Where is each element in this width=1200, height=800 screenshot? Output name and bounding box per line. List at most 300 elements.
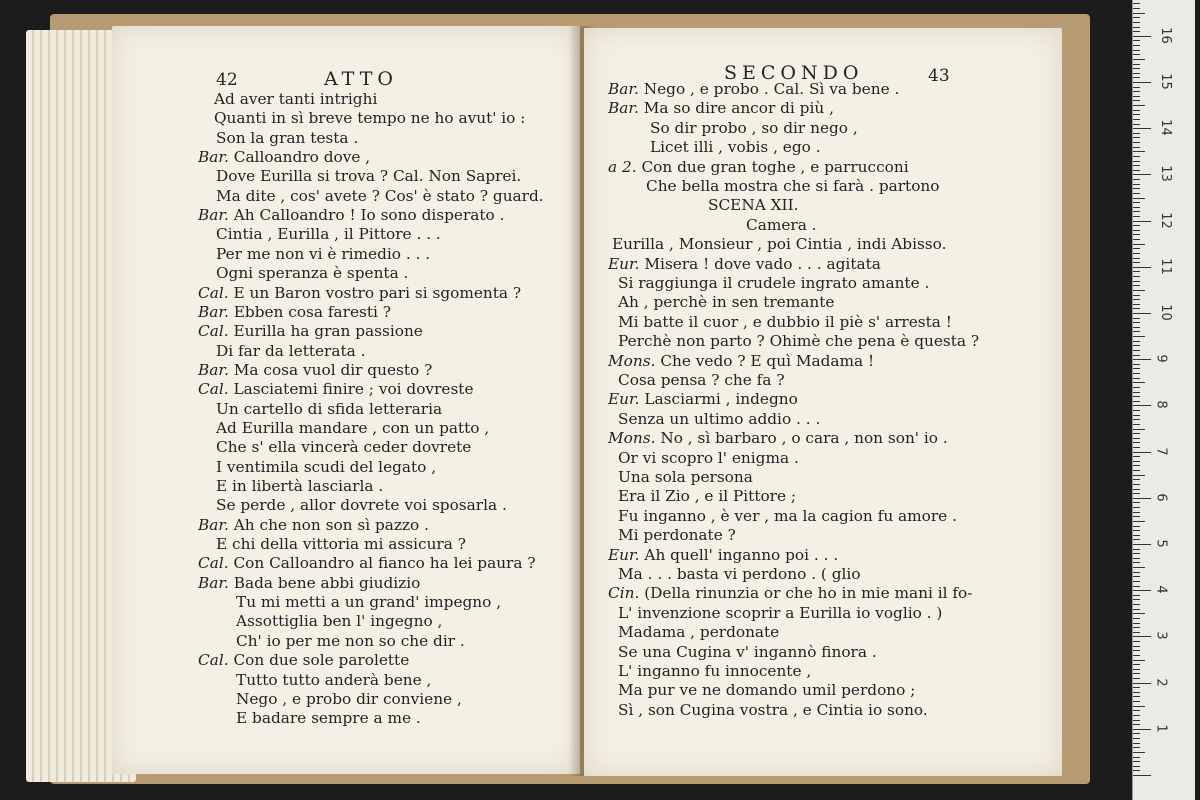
text-line [198, 148, 370, 167]
text-line [618, 449, 799, 468]
ruler-tick [1133, 655, 1140, 656]
ruler-tick [1133, 8, 1140, 9]
text-line [216, 264, 408, 283]
line-text: Sì , son Cugina vostra , e Cintia io sono. [618, 700, 928, 719]
ruler-tick [1133, 664, 1140, 665]
line-text: I ventimila scudi del legato , [216, 457, 437, 476]
ruler-tick [1133, 188, 1140, 189]
ruler-number: 11 [1157, 258, 1173, 275]
speaker-label: Bar. [198, 148, 229, 167]
text-line [216, 342, 365, 361]
text-line [236, 632, 465, 651]
ruler-tick [1133, 3, 1140, 4]
ruler-number: 5 [1153, 539, 1169, 548]
line-text: Son la gran testa . [216, 128, 359, 147]
text-line [198, 516, 429, 535]
line-text: Assottiglia ben l' ingegno , [236, 612, 443, 631]
speaker-label: Cal. [198, 322, 229, 341]
text-line [236, 671, 431, 690]
ruler-tick [1133, 350, 1140, 351]
ruler-tick [1133, 382, 1145, 383]
ruler-tick [1133, 636, 1151, 637]
text-line [216, 187, 544, 206]
line-text: Lasciarmi , indegno [644, 390, 798, 409]
line-text: No , sì barbaro , o cara , non son' io . [660, 429, 948, 448]
text-line [198, 380, 474, 399]
ruler-number: 7 [1153, 446, 1169, 456]
line-text: E chi della vittoria mi assicura ? [216, 535, 466, 554]
ruler-tick [1133, 77, 1140, 78]
text-line [216, 458, 436, 477]
ruler-tick [1133, 530, 1140, 531]
text-line [216, 225, 441, 244]
ruler-tick [1133, 368, 1140, 369]
line-text: Licet illi , vobis , ego . [650, 138, 821, 157]
ruler-tick [1133, 489, 1140, 490]
ruler-tick [1133, 405, 1151, 406]
line-text: Ebben cosa faresti ? [233, 302, 391, 321]
ruler-tick [1133, 221, 1151, 222]
line-text: Che s' ella vincerà ceder dovrete [216, 438, 472, 457]
text-line [216, 496, 507, 515]
ruler-tick [1133, 304, 1140, 305]
line-text: SCENA XII. [708, 196, 799, 215]
text-line [608, 158, 909, 177]
ruler-tick [1133, 161, 1140, 162]
ruler-tick [1133, 516, 1140, 517]
text-line [618, 526, 736, 545]
ruler-tick [1133, 479, 1140, 480]
ruler-tick [1133, 595, 1140, 596]
speaker-label: Bar. [198, 302, 229, 321]
text-line [618, 662, 811, 681]
text-line [198, 574, 420, 593]
ruler-tick [1133, 646, 1140, 647]
ruler-tick [1133, 100, 1140, 101]
line-text: Or vi scopro l' enigma . [618, 448, 799, 467]
ruler-tick [1133, 387, 1140, 388]
text-line [608, 584, 972, 603]
ruler-tick [1133, 17, 1140, 18]
ruler-tick [1133, 549, 1140, 550]
line-text: Mi batte il cuor , e dubbio il piè s' arresta ! [618, 312, 952, 331]
line-text: Ad aver tanti intrighi [214, 90, 378, 108]
ruler-tick [1133, 632, 1140, 633]
ruler-tick [1133, 184, 1140, 185]
line-text: Che bella mostra che si farà . partono [646, 177, 940, 195]
ruler-tick [1133, 650, 1140, 651]
ruler-tick [1133, 613, 1145, 614]
text-line [198, 284, 521, 303]
ruler-tick [1133, 743, 1140, 744]
ruler-number: 2 [1153, 677, 1169, 687]
ruler-tick [1133, 91, 1140, 92]
ruler-tick [1133, 156, 1140, 157]
ruler-tick [1133, 114, 1140, 115]
line-text: Se una Cugina v' ingannò finora . [618, 642, 877, 661]
ruler-tick [1133, 683, 1151, 684]
line-text: E un Baron vostro pari si sgomenta ? [233, 283, 522, 302]
ruler-tick [1133, 198, 1145, 199]
line-text: Ma . . . basta vi perdono . ( glio [618, 565, 861, 583]
ruler-tick [1133, 22, 1140, 23]
ruler-tick [1133, 512, 1140, 513]
speaker-label: Bar. [198, 515, 229, 534]
ruler-tick [1133, 720, 1140, 721]
line-text: L' invenzione scoprir a Eurilla io voglio . ) [618, 603, 943, 622]
ruler-tick [1133, 729, 1151, 730]
ruler-tick [1133, 526, 1140, 527]
line-text: Tutto tutto anderà bene , [236, 670, 432, 689]
ruler-tick [1133, 341, 1140, 342]
ruler-tick [1133, 521, 1145, 522]
ruler-tick [1133, 410, 1140, 411]
text-line [618, 274, 929, 293]
ruler-tick [1133, 401, 1140, 402]
line-text: Ma pur ve ne domando umil perdono ; [618, 681, 916, 700]
speaker-label: Bar. [198, 573, 229, 592]
line-text: Se perde , allor dovrete voi sposarla . [216, 496, 507, 515]
text-line [216, 167, 521, 186]
right-page [584, 28, 1062, 776]
line-text: Madama , perdonate [618, 623, 780, 642]
text-line [618, 313, 952, 332]
ruler-tick [1133, 96, 1140, 97]
ruler-number: 6 [1153, 493, 1169, 502]
ruler-tick [1133, 110, 1140, 111]
ruler-tick [1133, 415, 1140, 416]
text-line [618, 410, 820, 429]
line-text: Ma cosa vuol dir questo ? [233, 360, 433, 379]
ruler-number: 8 [1153, 400, 1169, 410]
ruler-tick [1133, 73, 1140, 74]
text-line [608, 546, 838, 565]
text-line [198, 361, 432, 380]
text-line [608, 255, 881, 274]
ruler-tick [1133, 193, 1140, 194]
ruler-tick [1133, 419, 1140, 420]
ruler-tick [1133, 475, 1145, 476]
text-line [608, 390, 798, 409]
ruler-tick [1133, 710, 1140, 711]
ruler-tick [1133, 27, 1140, 28]
ruler-tick [1133, 211, 1140, 212]
text-line [618, 293, 834, 312]
ruler-tick [1133, 461, 1140, 462]
line-text: Per me non vi è rimedio . . . [216, 244, 431, 263]
ruler-tick [1133, 174, 1151, 175]
line-text: Una sola persona [618, 468, 753, 486]
ruler-tick [1133, 396, 1140, 397]
ruler-tick [1133, 364, 1140, 365]
ruler-tick [1133, 31, 1140, 32]
text-line [216, 535, 466, 554]
text-line [608, 80, 899, 99]
ruler-tick [1133, 757, 1140, 758]
ruler-tick [1133, 442, 1140, 443]
ruler-number: 3 [1153, 631, 1169, 641]
speaker-label: a 2. [608, 157, 637, 176]
ruler-tick [1133, 124, 1140, 125]
text-line [236, 612, 442, 631]
ruler-number: 9 [1153, 354, 1169, 363]
ruler-tick [1133, 484, 1140, 485]
text-line [708, 196, 798, 215]
ruler-tick [1133, 40, 1140, 41]
line-text: Dove Eurilla si trova ? Cal. Non Saprei. [216, 167, 522, 186]
line-text: Era il Zio , e il Pittore ; [618, 487, 797, 506]
line-text: Ch' io per me non so che dir . [236, 631, 465, 650]
line-text: Bada bene abbi giudizio [233, 573, 421, 592]
ruler-tick [1133, 465, 1140, 466]
text-line [618, 604, 942, 623]
text-line [236, 593, 501, 612]
text-line [216, 245, 430, 264]
ruler-tick [1133, 456, 1140, 457]
ruler-tick [1133, 470, 1140, 471]
line-text: Ma so dire ancor di più , [643, 99, 834, 118]
left-page [112, 26, 580, 774]
ruler-tick [1133, 276, 1140, 277]
left-page-header: ATTO [324, 68, 398, 90]
speaker-label: Bar. [608, 80, 639, 98]
ruler-tick [1133, 558, 1140, 559]
line-text: So dir probo , so dir nego , [650, 118, 858, 137]
right-page-header: SECONDO [724, 62, 864, 84]
ruler-tick [1133, 641, 1140, 642]
line-text: E badare sempre a me . [236, 709, 421, 728]
ruler-number: 14 [1157, 119, 1173, 136]
text-line [236, 709, 421, 728]
ruler-tick [1133, 147, 1140, 148]
ruler-tick [1133, 493, 1140, 494]
ruler-tick [1133, 82, 1151, 83]
ruler-tick [1133, 627, 1140, 628]
speaker-label: Cal. [198, 554, 229, 573]
text-line [214, 109, 525, 128]
ruler-number: 16 [1157, 27, 1173, 44]
line-text: Che vedo ? E quì Madama ! [660, 351, 875, 370]
line-text: Perchè non parto ? Ohimè che pena è questa ? [618, 332, 980, 351]
text-line [618, 487, 796, 506]
ruler-tick [1133, 623, 1140, 624]
speaker-label: Mons. [608, 429, 656, 448]
ruler-tick [1133, 105, 1145, 106]
ruler-tick [1133, 392, 1140, 393]
ruler-tick [1133, 715, 1140, 716]
line-text: Di far da letterata . [216, 341, 366, 360]
ruler-tick [1133, 669, 1140, 670]
ruler-tick [1133, 359, 1151, 360]
ruler-tick [1133, 452, 1151, 453]
ruler-tick [1133, 438, 1140, 439]
ruler-tick [1133, 567, 1145, 568]
ruler-tick [1133, 234, 1140, 235]
text-line [216, 129, 358, 148]
line-text: E in libertà lasciarla . [216, 477, 384, 495]
ruler-tick [1133, 45, 1140, 46]
ruler-tick [1133, 336, 1145, 337]
text-line [198, 322, 423, 341]
ruler-tick [1133, 267, 1151, 268]
ruler-tick [1133, 258, 1140, 259]
ruler-tick [1133, 678, 1140, 679]
line-text: Fu inganno , è ver , ma la cagion fu amore . [618, 506, 957, 525]
line-text: Camera . [746, 215, 817, 234]
speaker-label: Bar. [198, 206, 229, 225]
ruler-tick [1133, 59, 1145, 60]
ruler-tick [1133, 13, 1145, 14]
text-line [608, 352, 874, 371]
speaker-label: Eur. [608, 254, 640, 273]
line-text: Nego , e probo . Cal. Sì va bene . [643, 80, 900, 98]
ruler-tick [1133, 50, 1140, 51]
ruler-number: 12 [1157, 211, 1173, 229]
ruler-tick [1133, 761, 1140, 762]
speaker-label: Cal. [198, 651, 229, 670]
ruler-tick [1133, 207, 1140, 208]
text-line [198, 206, 504, 225]
ruler-tick [1133, 609, 1140, 610]
ruler-number: 10 [1157, 304, 1173, 321]
ruler-tick [1133, 262, 1140, 263]
text-line [198, 651, 409, 670]
ruler-tick [1133, 248, 1140, 249]
text-line [214, 90, 377, 109]
ruler-tick [1133, 290, 1145, 291]
line-text: (Della rinunzia or che ho in mie mani il fo- [644, 584, 973, 603]
ruler-tick [1133, 701, 1140, 702]
speaker-label: Cal. [198, 283, 229, 302]
line-text: Ah quell' inganno poi . . . [644, 545, 839, 564]
ruler-tick [1133, 170, 1140, 171]
ruler-tick [1133, 447, 1140, 448]
ruler-number: 1 [1153, 724, 1169, 733]
ruler-number: 13 [1157, 165, 1173, 183]
right-page-number: 43 [928, 66, 950, 86]
ruler-tick [1133, 142, 1140, 143]
text-line [236, 690, 462, 709]
ruler-tick [1133, 733, 1140, 734]
ruler-tick [1133, 775, 1151, 776]
line-text: Tu mi metti a un grand' impegno , [236, 593, 502, 612]
line-text: Eurilla ha gran passione [233, 322, 423, 341]
ruler-tick [1133, 507, 1140, 508]
measuring-ruler [1132, 0, 1195, 800]
ruler-tick [1133, 119, 1140, 120]
ruler-tick [1133, 244, 1145, 245]
ruler-tick [1133, 770, 1140, 771]
ruler-tick [1133, 544, 1151, 545]
ruler-tick [1133, 553, 1140, 554]
ruler-number: 15 [1157, 73, 1173, 90]
ruler-tick [1133, 331, 1140, 332]
line-text: Eurilla , Monsieur , poi Cintia , indi Abisso. [612, 235, 947, 254]
text-line [650, 138, 821, 157]
line-text: Con due sole parolette [233, 651, 410, 670]
line-text: Con Calloandro al fianco ha lei paura ? [233, 554, 536, 573]
ruler-tick [1133, 599, 1140, 600]
text-line [618, 332, 979, 351]
ruler-tick [1133, 378, 1140, 379]
ruler-tick [1133, 498, 1151, 499]
text-line [618, 681, 915, 700]
text-line [198, 554, 536, 573]
ruler-tick [1133, 706, 1145, 707]
line-text: Misera ! dove vado . . . agitata [644, 254, 881, 273]
ruler-tick [1133, 535, 1140, 536]
ruler-tick [1133, 562, 1140, 563]
line-text: Un cartello di sfida letteraria [216, 399, 443, 418]
line-text: Con due gran toghe , e parrucconi [641, 157, 909, 176]
ruler-tick [1133, 295, 1140, 296]
ruler-tick [1133, 572, 1140, 573]
text-line [618, 701, 928, 720]
speaker-label: Bar. [608, 99, 639, 118]
text-line [746, 216, 817, 235]
ruler-number: 4 [1153, 585, 1169, 594]
ruler-tick [1133, 137, 1140, 138]
ruler-tick [1133, 128, 1151, 129]
ruler-tick [1133, 724, 1140, 725]
text-line [608, 99, 834, 118]
text-line [618, 623, 779, 642]
text-line [216, 400, 442, 419]
text-line [618, 371, 785, 390]
line-text: Nego , e probo dir conviene , [236, 689, 462, 708]
ruler-tick [1133, 318, 1140, 319]
ruler-tick [1133, 687, 1140, 688]
line-text: Cosa pensa ? che fa ? [618, 371, 785, 389]
ruler-tick [1133, 68, 1140, 69]
ruler-tick [1133, 355, 1140, 356]
line-text: Ah Calloandro ! Io sono disperato . [233, 206, 505, 225]
ruler-tick [1133, 281, 1140, 282]
ruler-tick [1133, 660, 1145, 661]
text-line [618, 565, 861, 584]
line-text: Ah , perchè in sen tremante [618, 293, 835, 312]
ruler-tick [1133, 747, 1140, 748]
line-text: Calloandro dove , [233, 148, 371, 167]
line-text: Lasciatemi finire ; voi dovreste [233, 380, 474, 399]
ruler-tick [1133, 313, 1151, 314]
text-line [612, 235, 946, 254]
ruler-tick [1133, 151, 1145, 152]
ruler-tick [1133, 179, 1140, 180]
ruler-tick [1133, 586, 1140, 587]
ruler-tick [1133, 299, 1140, 300]
speaker-label: Eur. [608, 390, 640, 409]
ruler-tick [1133, 230, 1140, 231]
ruler-tick [1133, 692, 1140, 693]
ruler-tick [1133, 327, 1140, 328]
ruler-tick [1133, 225, 1140, 226]
line-text: Ad Eurilla mandare , con un patto , [216, 418, 490, 437]
ruler-tick [1133, 64, 1140, 65]
ruler-tick [1133, 133, 1140, 134]
text-line [618, 468, 753, 487]
line-text: Ogni speranza è spenta . [216, 264, 409, 283]
ruler-tick [1133, 285, 1140, 286]
ruler-tick [1133, 87, 1140, 88]
line-text: Ah che non son sì pazzo . [233, 515, 429, 534]
text-line [618, 507, 957, 526]
ruler-tick [1133, 322, 1140, 323]
speaker-label: Bar. [198, 360, 229, 379]
ruler-tick [1133, 433, 1140, 434]
ruler-tick [1133, 165, 1140, 166]
ruler-tick [1133, 581, 1140, 582]
